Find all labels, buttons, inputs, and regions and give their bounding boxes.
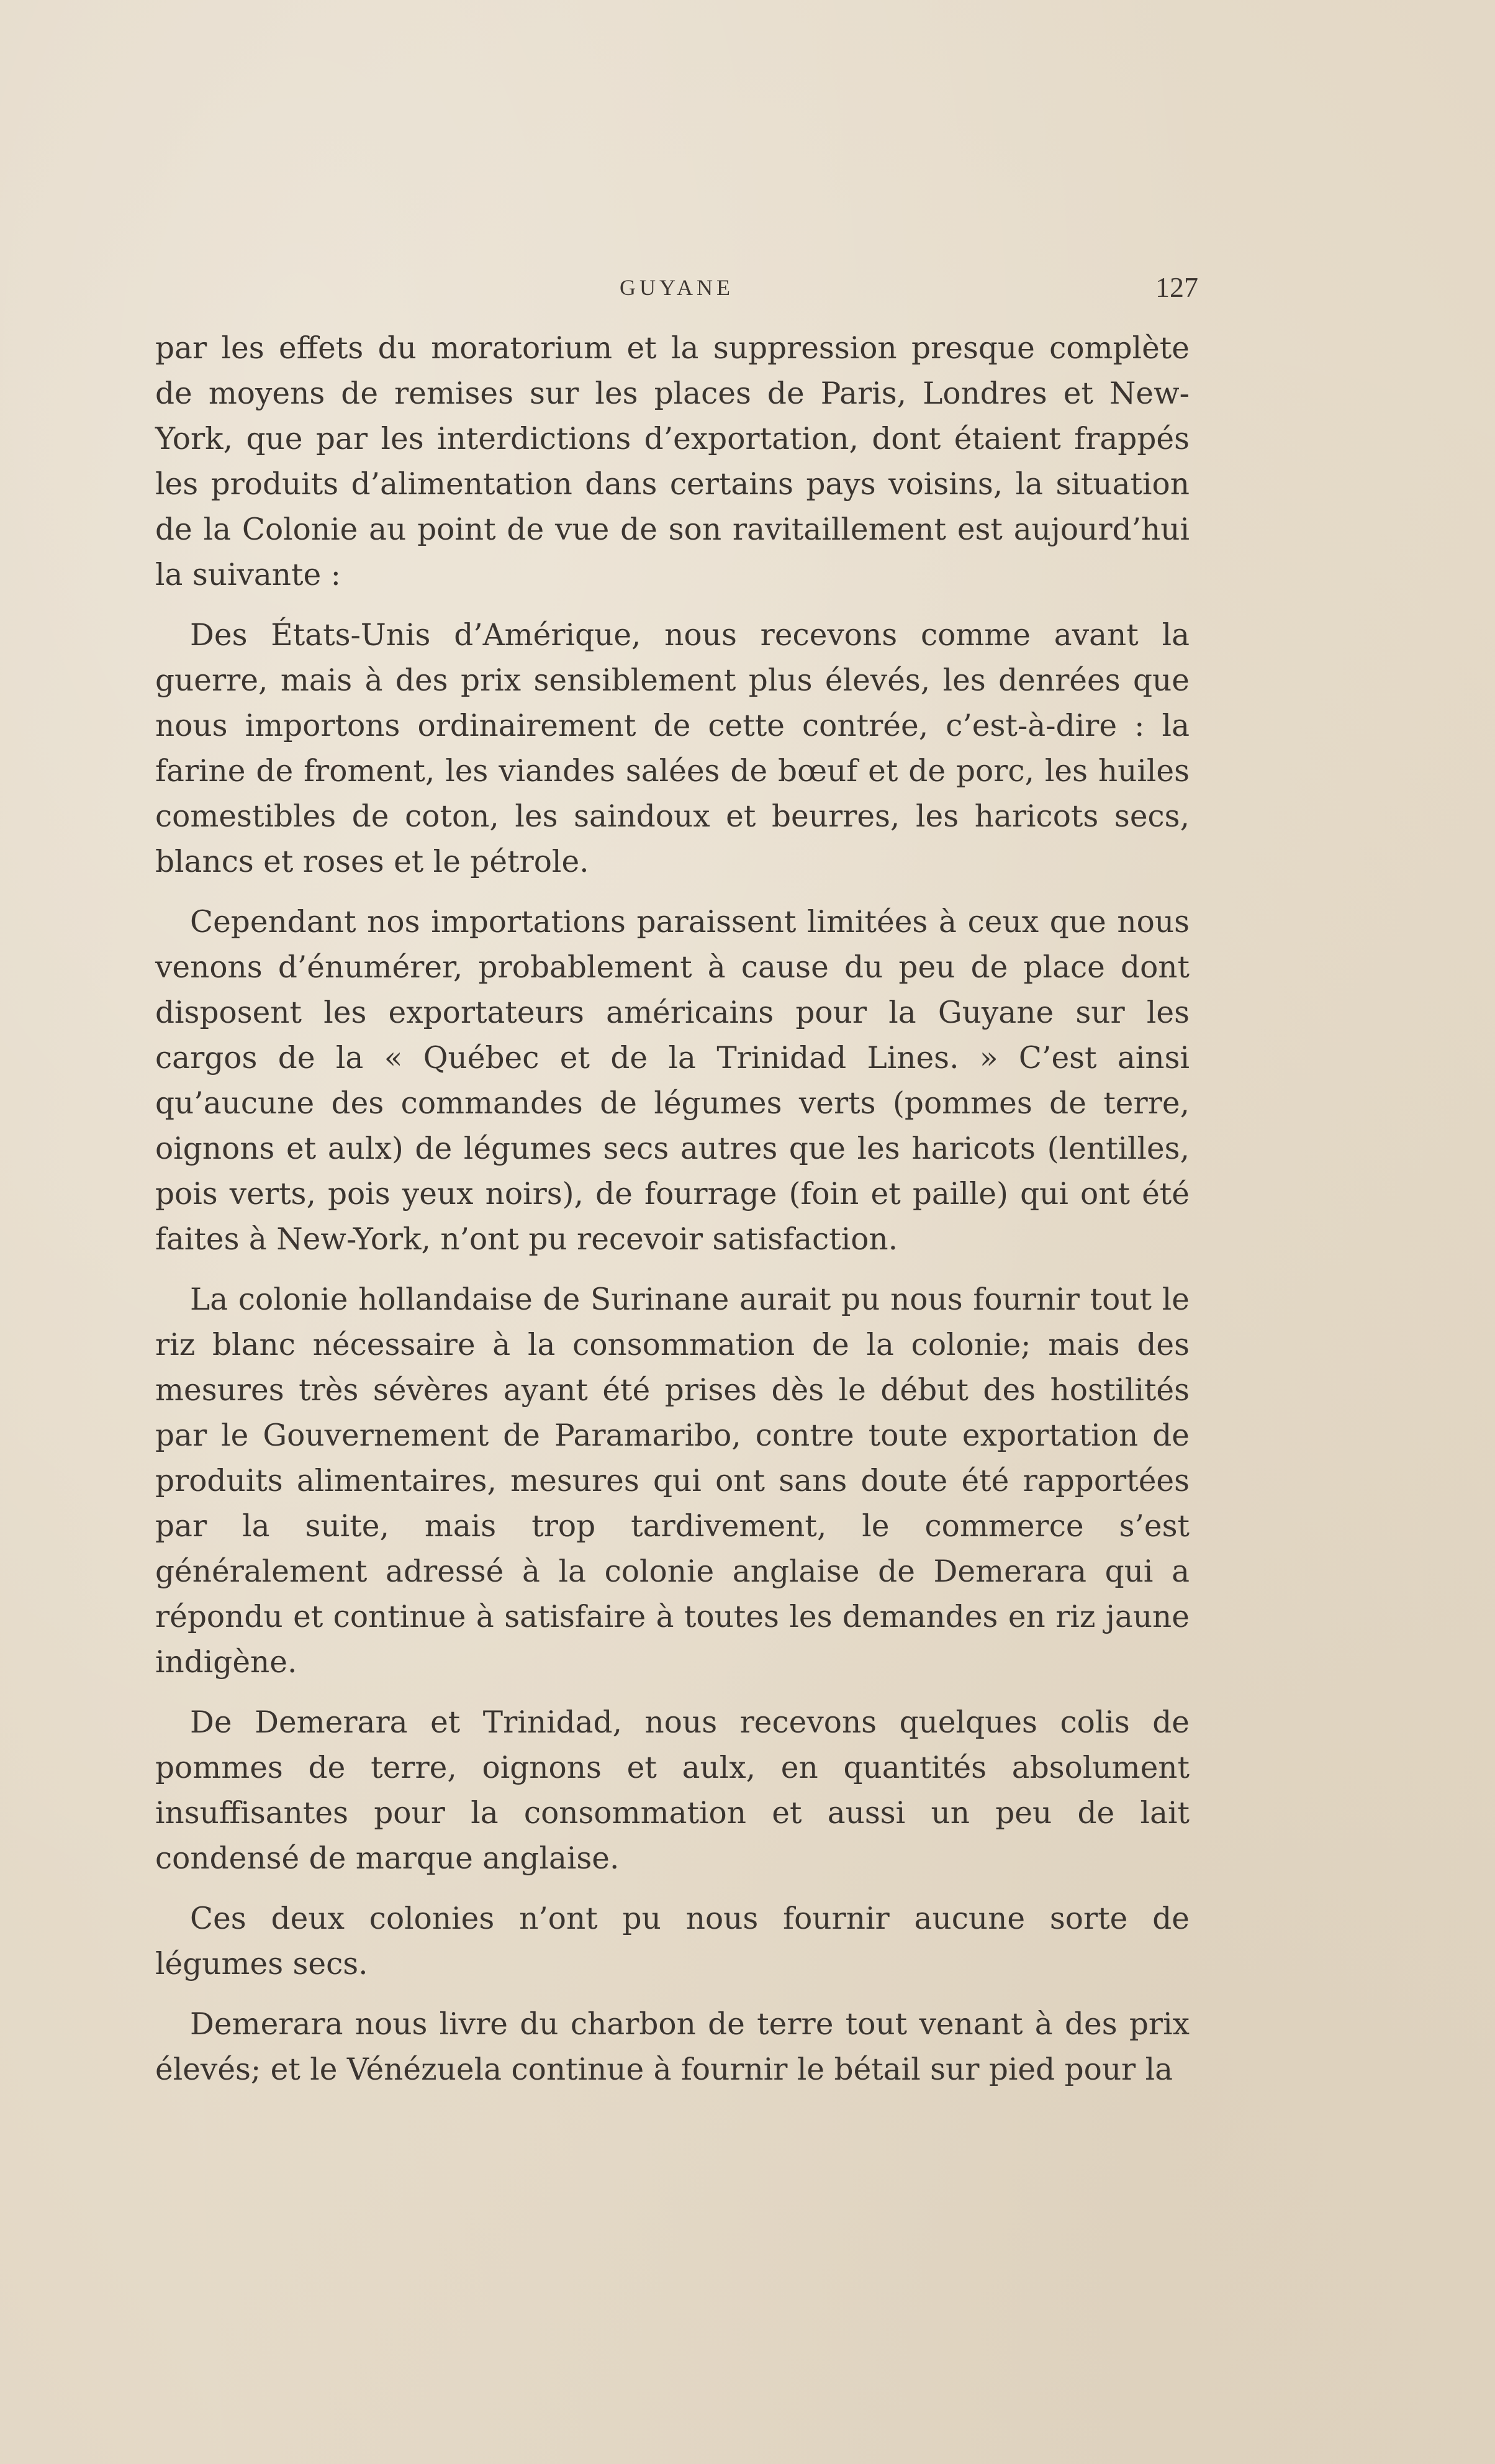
paragraph: Ces deux colonies n’ont pu nous fournir aucune sorte de légumes secs.	[155, 1901, 1190, 1982]
running-head	[155, 269, 1198, 306]
paragraph: par les effets du moratorium et la suppression presque complète de moyens de remises sur les places de Paris, Londres et New-York, que par les interdictions d’exportation, dont étaient frappés les produits d’alimentation dans certains pays voisins, la situation de la Colonie au point de vue de son ravitaillement est aujourd’hui la suivante :	[155, 331, 1190, 592]
paragraph: Des États-Unis d’Amérique, nous recevons comme avant la guerre, mais à des prix sensiblement plus élevés, les denrées que nous importons ordinairement de cette contrée, c’est-à-dire : la farine de froment, les viandes salées de bœuf et de porc, les huiles comestibles de coton, les saindoux et beurres, les haricots secs, blancs et roses et le pétrole.	[155, 618, 1190, 879]
paragraph: De Demerara et Trinidad, nous recevons quelques colis de pommes de terre, oignons et aulx, en quantités absolument insuffisantes pour la consommation et aussi un peu de lait condensé de marque anglaise.	[155, 1705, 1190, 1876]
page-number: 127	[1155, 271, 1198, 303]
paragraph: Demerara nous livre du charbon de terre tout venant à des prix élevés; et le Vénézuela continue à fournir le bétail sur pied pour la	[155, 2007, 1190, 2087]
paragraph: La colonie hollandaise de Surinane aurait pu nous fournir tout le riz blanc nécessaire à la consommation de la colonie; mais des mesures très sévères ayant été prises dès le début des hostilités par le Gouvernement de Paramaribo, contre toute exportation de produits alimentaires, mesures qui ont sans doute été rapportées par la suite, mais trop tardivement, le commerce s’est généralement adressé à la colonie anglaise de Demerara qui a répondu et continue à satisfaire à toutes les demandes en riz jaune indigène.	[155, 1282, 1190, 1680]
body-text	[155, 326, 1190, 2108]
running-title: GUYANE	[620, 275, 734, 300]
paragraph: Cependant nos importations paraissent limitées à ceux que nous venons d’énumérer, probablement à cause du peu de place dont disposent les exportateurs américains pour la Guyane sur les cargos de la « Québec et de la Trinidad Lines. » C’est ainsi qu’aucune des commandes de légumes verts (pommes de terre, oignons et aulx) de légumes secs autres que les haricots (lentilles, pois verts, pois yeux noirs), de fourrage (foin et paille) qui ont été faites à New-York, n’ont pu recevoir satisfaction.	[155, 905, 1190, 1257]
